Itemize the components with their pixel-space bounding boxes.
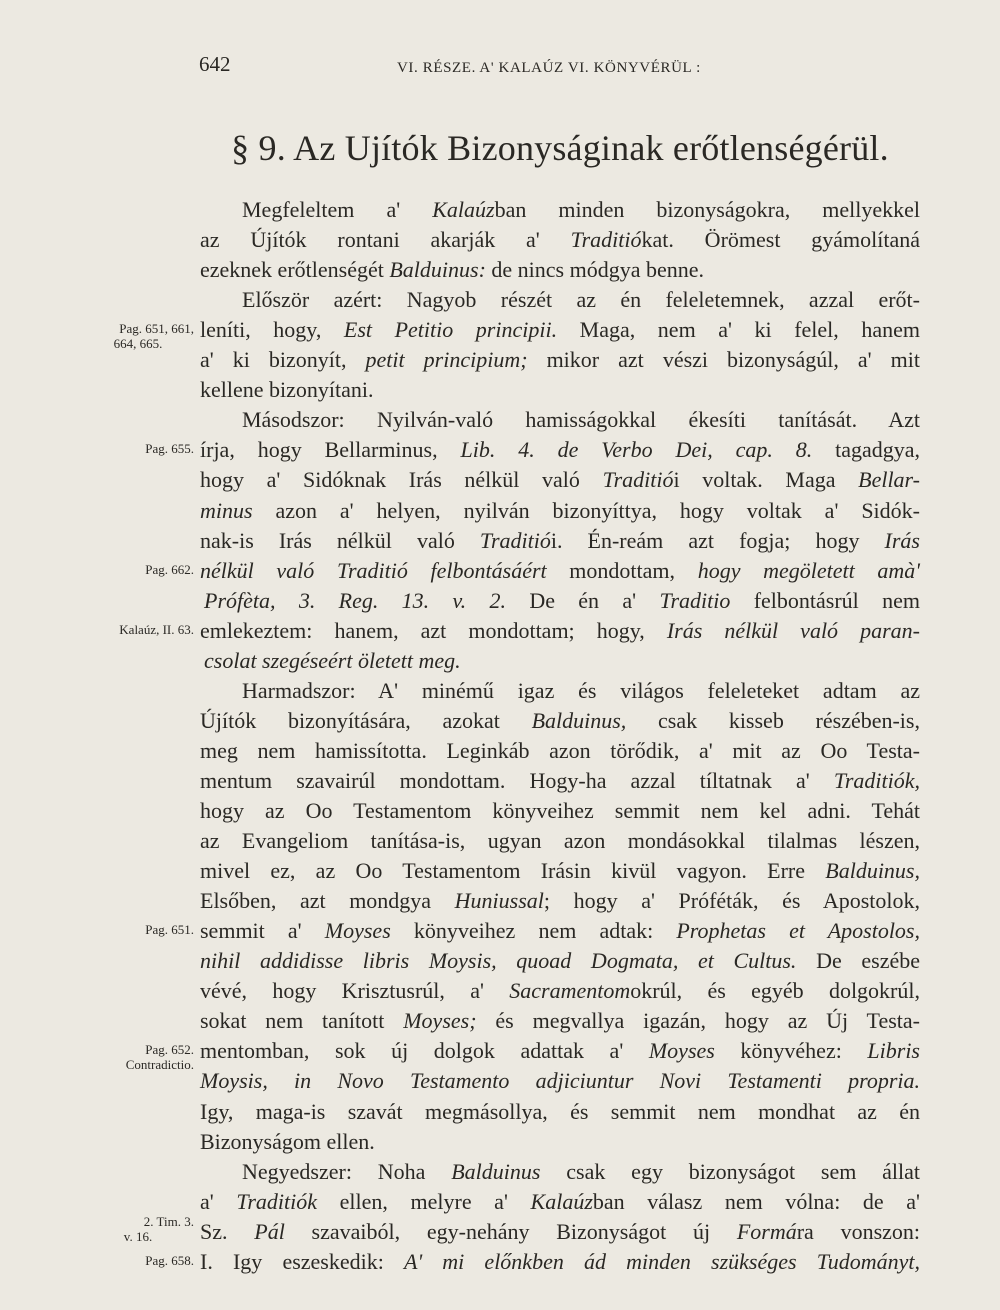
- text-line: Sz. Pál szavaiból, egy-nehány Bizonyságot új Formára vonszon:: [200, 1218, 921, 1244]
- text-line: csolat szegéseért öletett meg.: [204, 647, 461, 673]
- text-line: hogy a' Sidóknak Irás nélkül való Traditiói voltak. Maga Bellar-: [200, 467, 920, 493]
- text-line: a' ki bizonyít, petit principium; mikor azt vészi bizonyságúl, a' mit: [200, 347, 920, 373]
- text-line: meg nem hamissította. Leginkáb azon törődik, a' mit az Oo Testa-: [200, 737, 920, 763]
- margin-note: Pag. 658.: [145, 1252, 194, 1268]
- text-line: mivel ez, az Oo Testamentom Irásin kivül vagyon. Erre Balduinus,: [200, 858, 920, 884]
- text-line: Megfeleltem a' Kalaúzban minden bizonyságokra, mellyekkel: [242, 197, 921, 222]
- text-line: Prófèta, 3. Reg. 13. v. 2. De én a' Traditio felbontásrúl nem: [204, 587, 920, 613]
- text-line: Harmadszor: A' minémű igaz és világos feleleteket adtam az: [242, 677, 920, 703]
- text-line: Újítók bizonyítására, azokat Balduinus, csak kisseb részében-is,: [200, 707, 920, 733]
- page-number: 642: [199, 52, 231, 76]
- margin-note: 2. Tim. 3.: [143, 1213, 194, 1229]
- text-line: Először azért: Nagyob részét az én feleletemnek, azzal erőt-: [242, 287, 920, 313]
- text-line: Elsőben, azt mondgya Huniussal; hogy a' Próféták, és Apostolok,: [200, 888, 920, 914]
- text-line: Igy, maga-is szavát megmásollya, és semmit nem mondhat az én: [200, 1098, 920, 1124]
- text-line: Bizonyságom ellen.: [200, 1128, 375, 1154]
- margin-note: Pag. 651, 661,: [119, 321, 194, 337]
- text-line: nak-is Irás nélkül való Traditiói. Én-reám azt fogja; hogy Irás: [200, 527, 920, 553]
- text-line: mentum szavairúl mondottam. Hogy-ha azzal tíltatnak a' Traditiók,: [200, 767, 920, 793]
- margin-note: Pag. 651.: [145, 922, 194, 938]
- text-line: nihil addidisse libris Moysis, quoad Dogmata, et Cultus. De eszébe: [200, 948, 920, 974]
- text-line: Moysis, in Novo Testamento adjiciuntur Novi Testamenti propria.: [200, 1068, 920, 1094]
- text-line: kellene bizonyítani.: [200, 377, 374, 403]
- text-line: I. Igy eszeskedik: A' mi előnkben ád minden szükséges Tudományt,: [200, 1248, 921, 1274]
- text-line: az Evangeliom tanítása-is, ugyan azon mondásokkal tilalmas lészen,: [200, 828, 920, 854]
- text-line: írja, hogy Bellarminus, Lib. 4. de Verbo Dei, cap. 8. tagadgya,: [200, 437, 921, 463]
- text-line: minus azon a' helyen, nyilván bizonyíttya, hogy voltak a' Sidók-: [200, 497, 920, 523]
- section-title: § 9. Az Ujítók Bizonyságinak erőtlenségérül.: [231, 128, 889, 168]
- text-line: emlekeztem: hanem, azt mondottam; hogy, Irás nélkül való paran-: [200, 617, 920, 643]
- text-line: nélkül való Traditió felbontásáért mondottam, hogy megöletett amà': [200, 557, 920, 583]
- margin-note: v. 16.: [123, 1228, 153, 1244]
- text-line: ezeknek erőtlenségét Balduinus: de nincs módgya benne.: [200, 257, 705, 283]
- text-line: a' Traditiók ellen, melyre a' Kalaúzban válasz nem vólna: de a': [200, 1188, 921, 1214]
- text-line: leníti, hogy, Est Petitio principii. Maga, nem a' ki felel, hanem: [200, 317, 920, 343]
- text-line: semmit a' Moyses könyveihez nem adtak: Prophetas et Apostolos,: [200, 918, 920, 944]
- text-line: mentomban, sok új dolgok adattak a' Moyses könyvéhez: Libris: [200, 1038, 920, 1064]
- text-line: az Újítók rontani akarják a' Traditiókat. Örömest gyámolítaná: [200, 227, 921, 253]
- text-line: vévé, hogy Krisztusrúl, a' Sacramentomokrúl, és egyéb dolgokrúl,: [200, 978, 920, 1004]
- text-line: sokat nem tanított Moyses; és megvallya igazán, hogy az Új Testa-: [200, 1008, 920, 1034]
- text-line: Másodszor: Nyilván-való hamisságokkal ékesíti tanítását. Azt: [242, 407, 920, 433]
- running-head: VI. RÉSZE. A' KALAÚZ VI. KÖNYVÉRÜL :: [397, 60, 701, 76]
- margin-note: 664, 665.: [113, 336, 163, 352]
- margin-note: Kalaúz, II. 63.: [119, 621, 194, 637]
- margin-note: Pag. 662.: [145, 561, 194, 577]
- margin-note: Pag. 652.: [145, 1042, 194, 1058]
- text-line: Negyedszer: Noha Balduinus csak egy bizonyságot sem állat: [242, 1158, 920, 1184]
- margin-note: Pag. 655.: [145, 441, 194, 457]
- text-line: hogy az Oo Testamentom könyveihez semmit nem kel adni. Tehát: [200, 798, 920, 823]
- margin-note: Contradictio.: [125, 1057, 194, 1073]
